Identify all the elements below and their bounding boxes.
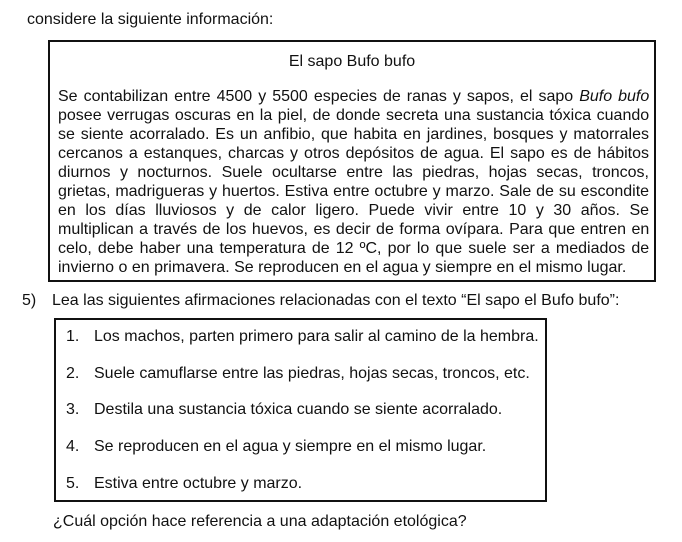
statement-text: Suele camuflarse entre las piedras, hojas secas, troncos, etc.	[94, 365, 530, 382]
passage-line	[58, 87, 649, 106]
passage-line: multiplican a través de los huevos, es decir de forma ovípara. Para que entren en	[58, 221, 650, 238]
intro-text: considere la siguiente información:	[27, 11, 274, 28]
question-5-prompt-row	[22, 291, 619, 311]
question-text: ¿Cuál opción hace referencia a una adaptación etológica?	[53, 513, 467, 530]
question-prompt: Lea las siguientes afirmaciones relacionadas con el texto “El sapo el Bufo bufo”:	[52, 292, 620, 309]
statement-item	[66, 327, 539, 347]
passage-line: invierno o en primavera. Se reproducen en el agua y siempre en el mismo lugar.	[58, 259, 627, 276]
passage-line: celo, debe haber una temperatura de 12 ºC, por lo que suele ser a mediados de	[58, 240, 650, 257]
statement-number: 5.	[66, 475, 80, 492]
statement-text: Se reproducen en el agua y siempre en el mismo lugar.	[94, 438, 487, 455]
statement-number: 1.	[66, 328, 80, 345]
passage-line: se siente acorralado. Es un anfibio, que habita en jardines, bosques y matorrales	[58, 126, 649, 143]
passage-line: posee verrugas oscuras en la piel, de donde secreta una sustancia tóxica cuando	[58, 107, 650, 124]
statement-number: 3.	[66, 401, 80, 418]
statement-item	[66, 437, 486, 457]
passage-title: El sapo Bufo bufo	[288, 53, 416, 70]
passage-box	[48, 40, 656, 282]
passage-body	[58, 87, 649, 277]
statement-item	[66, 400, 502, 420]
passage-line: grietas, madrigueras y huertos. Estiva entre octubre y marzo. Sale de su escondite	[58, 183, 650, 200]
species-name: Bufo bufo	[579, 88, 650, 105]
question-number: 5)	[22, 292, 37, 309]
statement-text: Destila una sustancia tóxica cuando se siente acorralado.	[94, 401, 503, 418]
statement-number: 2.	[66, 365, 80, 382]
passage-line: en los días lluviosos y de calor ligero. Puede vivir entre 10 y 30 años. Se	[58, 202, 650, 219]
passage-line: cercanos a estanques, charcas y otros depósitos de agua. El sapo es de hábitos	[58, 145, 650, 162]
passage-line: diurnos y nocturnos. Suele ocultarse entre las piedras, hojas secas, troncos,	[58, 164, 649, 181]
statement-text: Los machos, parten primero para salir al camino de la hembra.	[94, 328, 539, 345]
statement-number: 4.	[66, 438, 80, 455]
passage-line-text: Se contabilizan entre 4500 y 5500 especies de ranas y sapos, el sapo	[58, 88, 580, 105]
statement-text: Estiva entre octubre y marzo.	[94, 475, 303, 492]
statement-item	[66, 364, 530, 384]
statements-box	[54, 318, 547, 502]
statement-item	[66, 474, 302, 494]
